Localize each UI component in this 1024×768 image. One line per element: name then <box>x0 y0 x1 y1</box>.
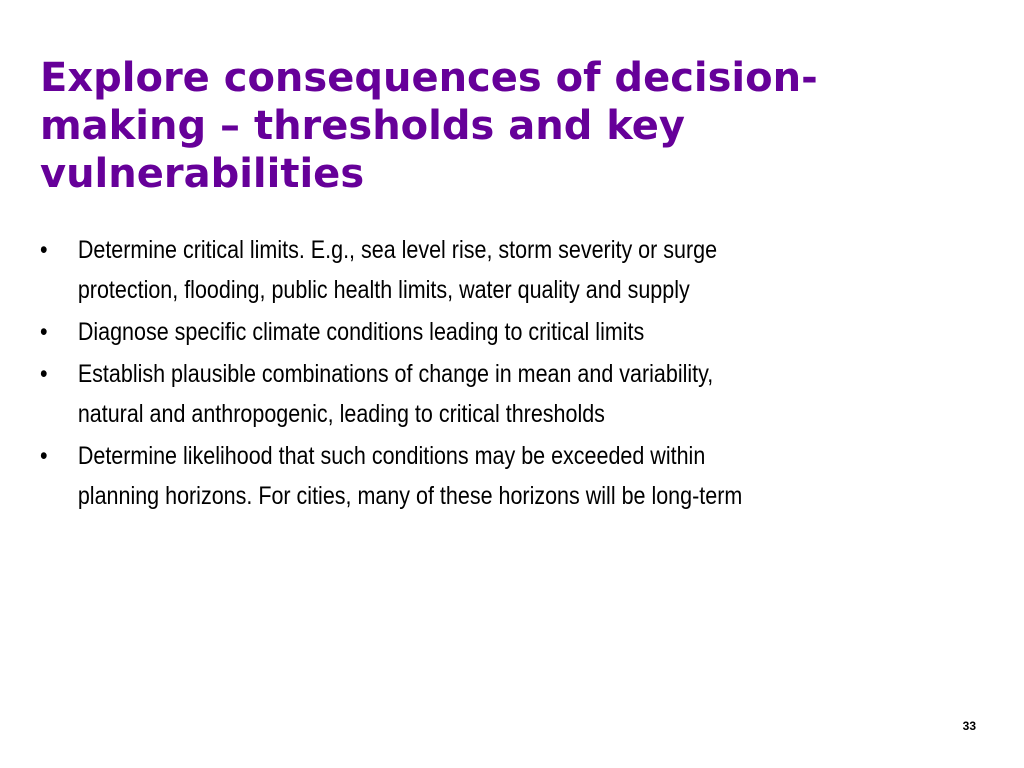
bullet-marker: • <box>40 318 48 346</box>
slide-title <box>40 54 1000 198</box>
slide-title-line: Explore consequences of decision- <box>40 55 818 101</box>
bullet-marker: • <box>40 236 48 264</box>
page-number: 33 <box>962 719 976 733</box>
slide-title-line: making – thresholds and key <box>40 103 685 149</box>
bullet-marker: • <box>40 360 48 388</box>
bullet-text-line: protection, flooding, public health limits, water quality and supply <box>77 276 690 304</box>
bullet-text-line: Determine critical limits. E.g., sea level rise, storm severity or surge <box>77 236 718 264</box>
bullet-item <box>40 436 866 516</box>
bullet-text-line: Diagnose specific climate conditions leading to critical limits <box>77 318 645 346</box>
bullet-item <box>40 354 866 434</box>
bullet-item <box>40 312 866 352</box>
bullet-text-line: natural and anthropogenic, leading to critical thresholds <box>77 400 605 428</box>
slide-title-line: vulnerabilities <box>40 151 365 197</box>
bullet-item <box>40 230 866 310</box>
bullet-list <box>40 230 866 518</box>
bullet-marker: • <box>40 442 48 470</box>
bullet-text-line: Determine likelihood that such conditions may be exceeded within <box>77 442 706 470</box>
bullet-text-line: Establish plausible combinations of change in mean and variability, <box>77 360 714 388</box>
bullet-text-line: planning horizons. For cities, many of these horizons will be long-term <box>77 482 743 510</box>
